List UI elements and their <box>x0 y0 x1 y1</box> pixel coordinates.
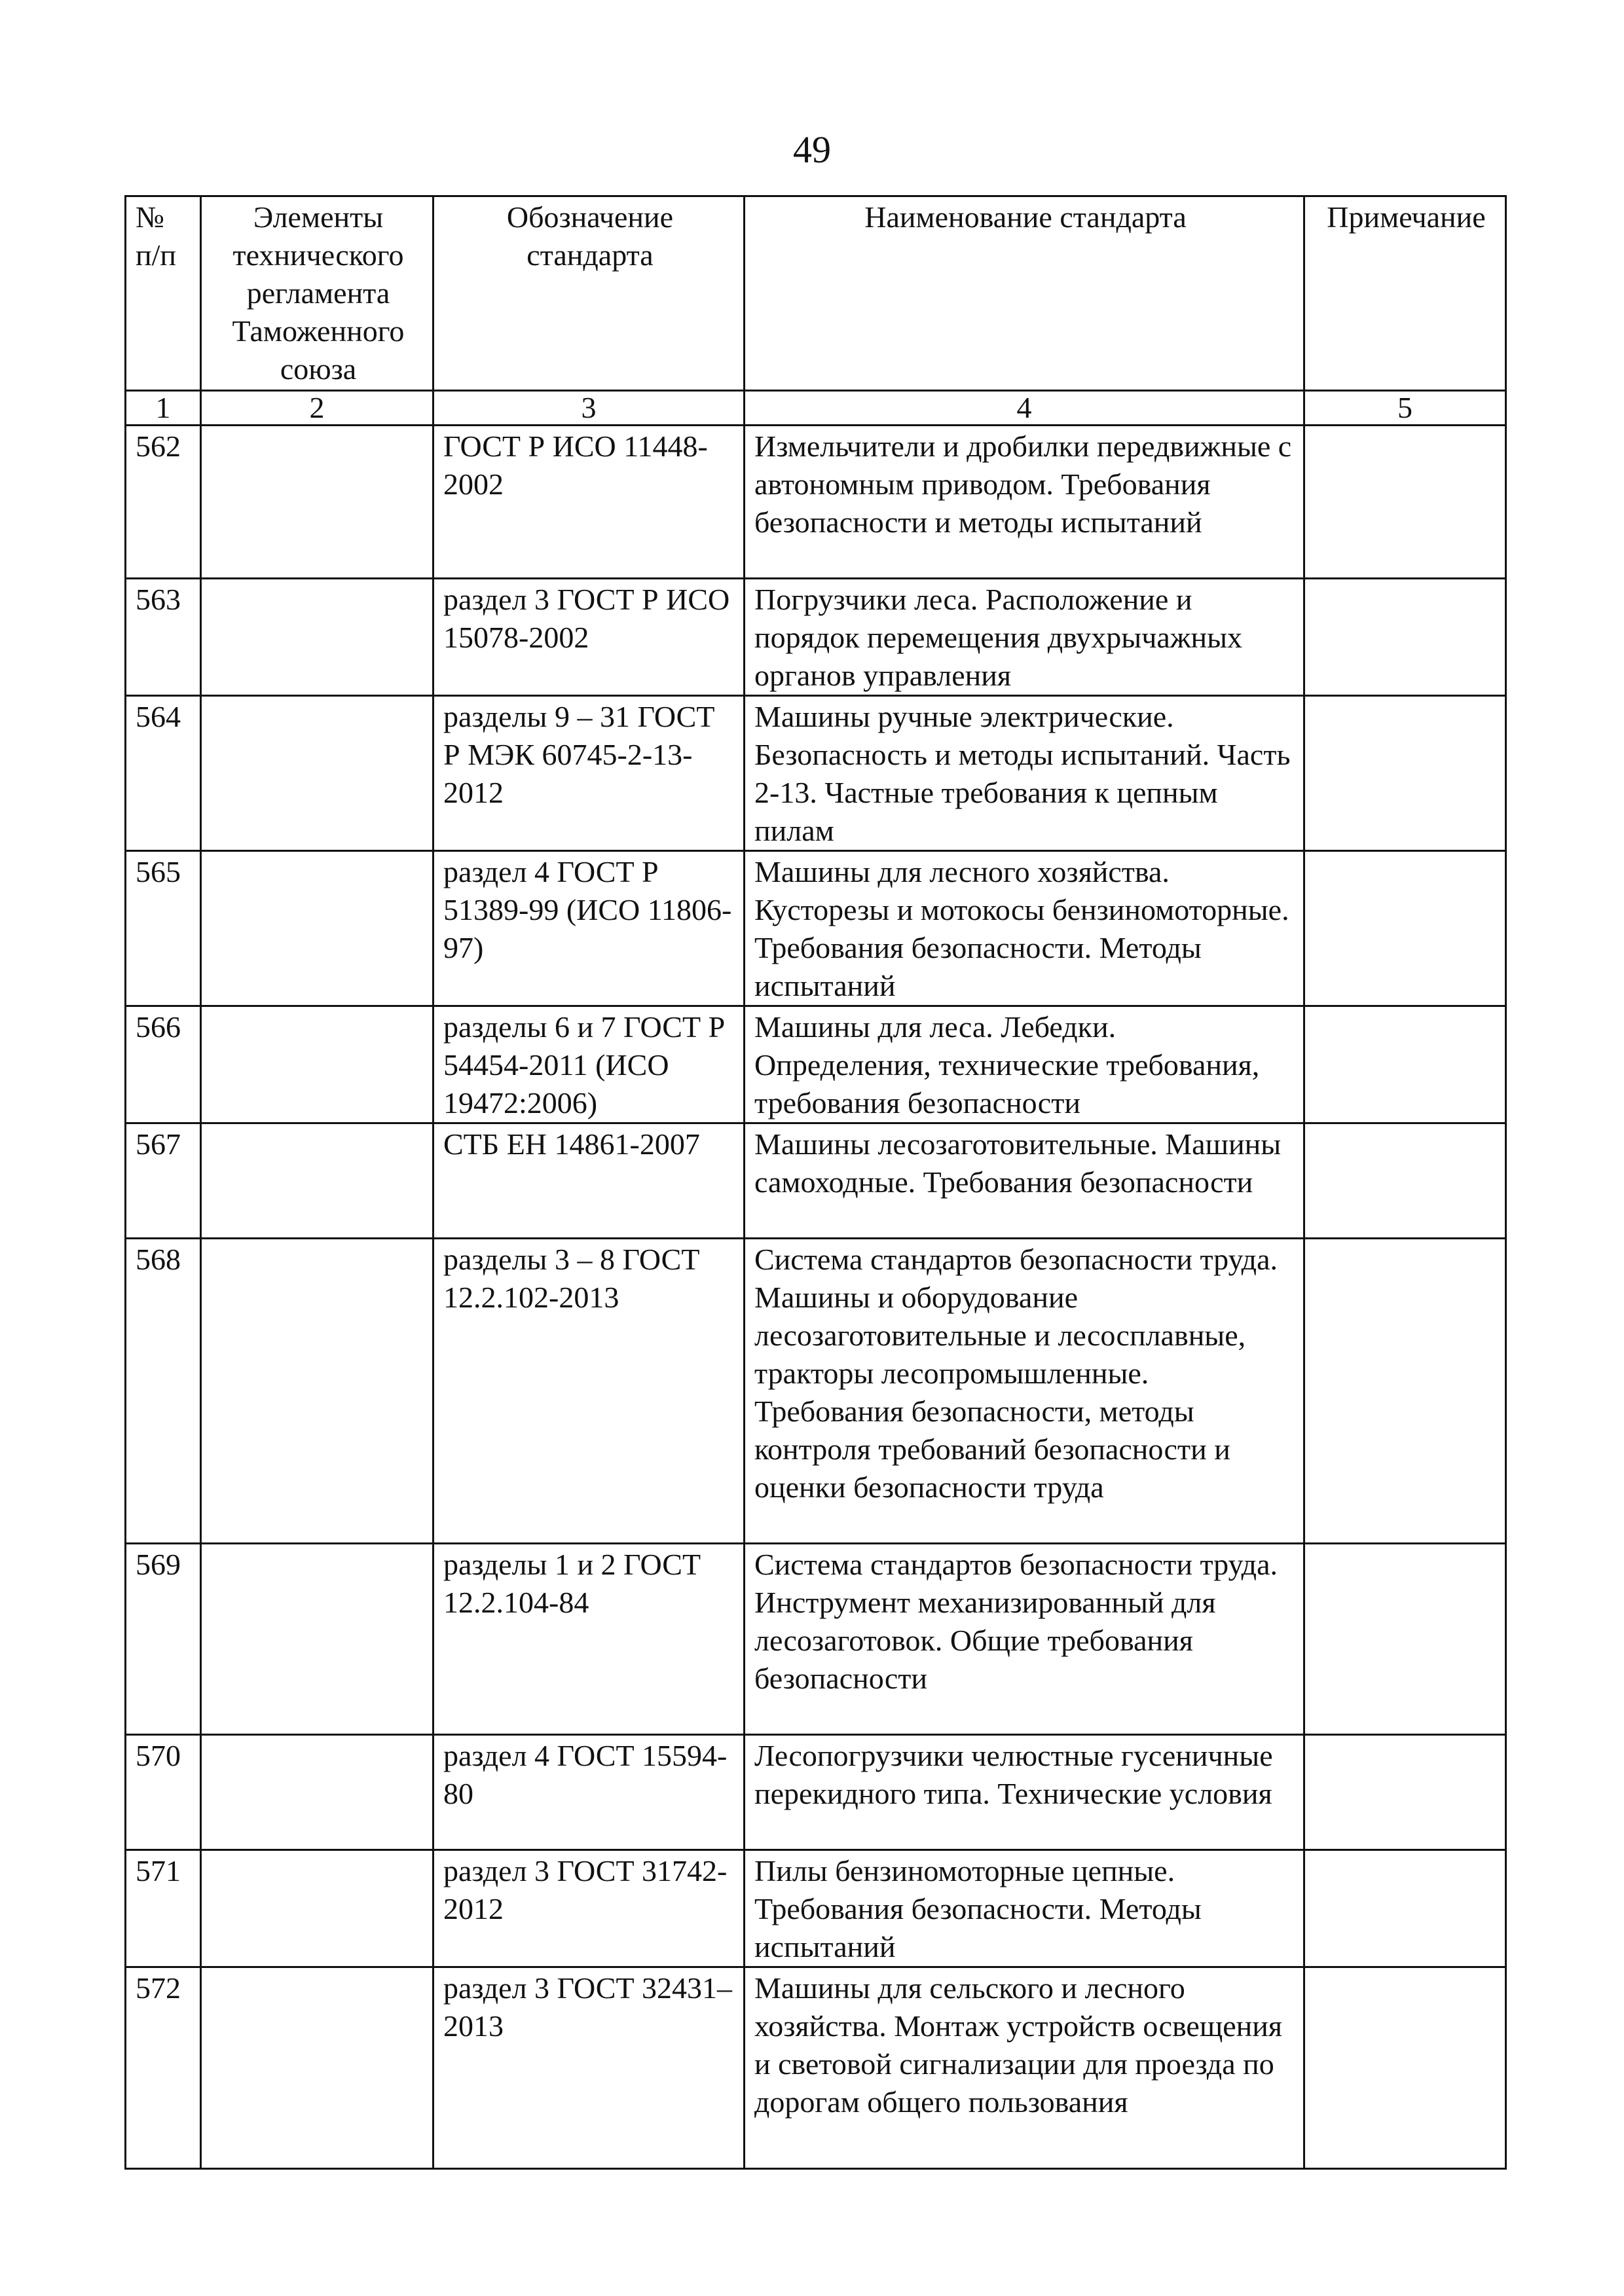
row-standard-name: Машины для леса. Лебедки. Определения, технические требования, требования безопасности <box>745 1006 1304 1123</box>
table-row <box>126 579 1506 696</box>
row-note <box>1304 1967 1506 2169</box>
row-designation: раздел 3 ГОСТ 32431–2013 <box>434 1967 745 2169</box>
row-standard-name: Система стандартов безопасности труда. Инструмент механизированный для лесозаготовок. Общие требования безопасности <box>745 1544 1304 1735</box>
table-row <box>126 1544 1506 1735</box>
row-designation: разделы 6 и 7 ГОСТ Р 54454-2011 (ИСО 19472:2006) <box>434 1006 745 1123</box>
row-note <box>1304 1735 1506 1850</box>
row-elements <box>201 1544 434 1735</box>
row-elements <box>201 696 434 851</box>
row-designation: раздел 4 ГОСТ 15594-80 <box>434 1735 745 1850</box>
row-standard-name: Погрузчики леса. Расположение и порядок перемещения двухрычажных органов управления <box>745 579 1304 696</box>
table-row <box>126 696 1506 851</box>
row-elements <box>201 1967 434 2169</box>
row-elements <box>201 426 434 579</box>
row-designation: ГОСТ Р ИСО 11448-2002 <box>434 426 745 579</box>
row-note <box>1304 1006 1506 1123</box>
row-number: 570 <box>126 1735 201 1850</box>
column-number: 3 <box>434 391 745 426</box>
table-row <box>126 1850 1506 1967</box>
row-number: 572 <box>126 1967 201 2169</box>
row-elements <box>201 1850 434 1967</box>
row-designation: раздел 3 ГОСТ Р ИСО 15078-2002 <box>434 579 745 696</box>
row-note <box>1304 426 1506 579</box>
table-row <box>126 1123 1506 1239</box>
row-standard-name: Система стандартов безопасности труда. Машины и оборудование лесозаготовительные и лесосплавные, тракторы лесопромышленные. Требования безопасности, методы контроля требований безопасности и оценки безопасности труда <box>745 1239 1304 1544</box>
row-number: 566 <box>126 1006 201 1123</box>
row-elements <box>201 1735 434 1850</box>
row-standard-name: Машины лесозаготовительные. Машины самоходные. Требования безопасности <box>745 1123 1304 1239</box>
row-standard-name: Машины ручные электрические. Безопасность и методы испытаний. Часть 2-13. Частные требования к цепным пилам <box>745 696 1304 851</box>
row-designation: разделы 1 и 2 ГОСТ 12.2.104-84 <box>434 1544 745 1735</box>
header-num: № п/п <box>126 196 201 391</box>
row-standard-name: Машины для сельского и лесного хозяйства. Монтаж устройств освещения и световой сигнализации для проезда по дорогам общего пользования <box>745 1967 1304 2169</box>
header-note: Примечание <box>1304 196 1506 391</box>
header-row <box>126 196 1506 391</box>
table-row <box>126 1006 1506 1123</box>
row-standard-name: Машины для лесного хозяйства. Кусторезы и мотокосы бензиномоторные. Требования безопасности. Методы испытаний <box>745 851 1304 1006</box>
column-number: 5 <box>1304 391 1506 426</box>
row-elements <box>201 1006 434 1123</box>
column-number: 2 <box>201 391 434 426</box>
row-note <box>1304 1544 1506 1735</box>
row-designation: раздел 4 ГОСТ Р 51389-99 (ИСО 11806-97) <box>434 851 745 1006</box>
row-note <box>1304 696 1506 851</box>
page-number: 49 <box>793 128 831 171</box>
column-number: 4 <box>745 391 1304 426</box>
row-designation: раздел 3 ГОСТ 31742-2012 <box>434 1850 745 1967</box>
row-number: 569 <box>126 1544 201 1735</box>
row-elements <box>201 579 434 696</box>
row-note <box>1304 851 1506 1006</box>
row-number: 567 <box>126 1123 201 1239</box>
header-name: Наименование стандарта <box>745 196 1304 391</box>
row-elements <box>201 851 434 1006</box>
row-number: 563 <box>126 579 201 696</box>
table-row <box>126 1735 1506 1850</box>
row-standard-name: Измельчители и дробилки передвижные с автономным приводом. Требования безопасности и методы испытаний <box>745 426 1304 579</box>
header-elements: Элементы технического регламента Таможенного союза <box>201 196 434 391</box>
column-numbers-row <box>126 391 1506 426</box>
row-designation: разделы 3 – 8 ГОСТ 12.2.102-2013 <box>434 1239 745 1544</box>
row-note <box>1304 1123 1506 1239</box>
table-row <box>126 851 1506 1006</box>
row-designation: разделы 9 – 31 ГОСТ Р МЭК 60745-2-13-2012 <box>434 696 745 851</box>
column-number: 1 <box>126 391 201 426</box>
row-number: 571 <box>126 1850 201 1967</box>
row-note <box>1304 1850 1506 1967</box>
standards-table <box>124 195 1507 2170</box>
row-number: 564 <box>126 696 201 851</box>
row-designation: СТБ ЕН 14861-2007 <box>434 1123 745 1239</box>
header-designation: Обозначение стандарта <box>434 196 745 391</box>
table-row <box>126 1239 1506 1544</box>
row-number: 562 <box>126 426 201 579</box>
row-elements <box>201 1239 434 1544</box>
row-number: 565 <box>126 851 201 1006</box>
row-standard-name: Пилы бензиномоторные цепные. Требования безопасности. Методы испытаний <box>745 1850 1304 1967</box>
table-row <box>126 1967 1506 2169</box>
row-elements <box>201 1123 434 1239</box>
row-standard-name: Лесопогрузчики челюстные гусеничные перекидного типа. Технические условия <box>745 1735 1304 1850</box>
row-note <box>1304 1239 1506 1544</box>
row-number: 568 <box>126 1239 201 1544</box>
row-note <box>1304 579 1506 696</box>
table-row <box>126 426 1506 579</box>
